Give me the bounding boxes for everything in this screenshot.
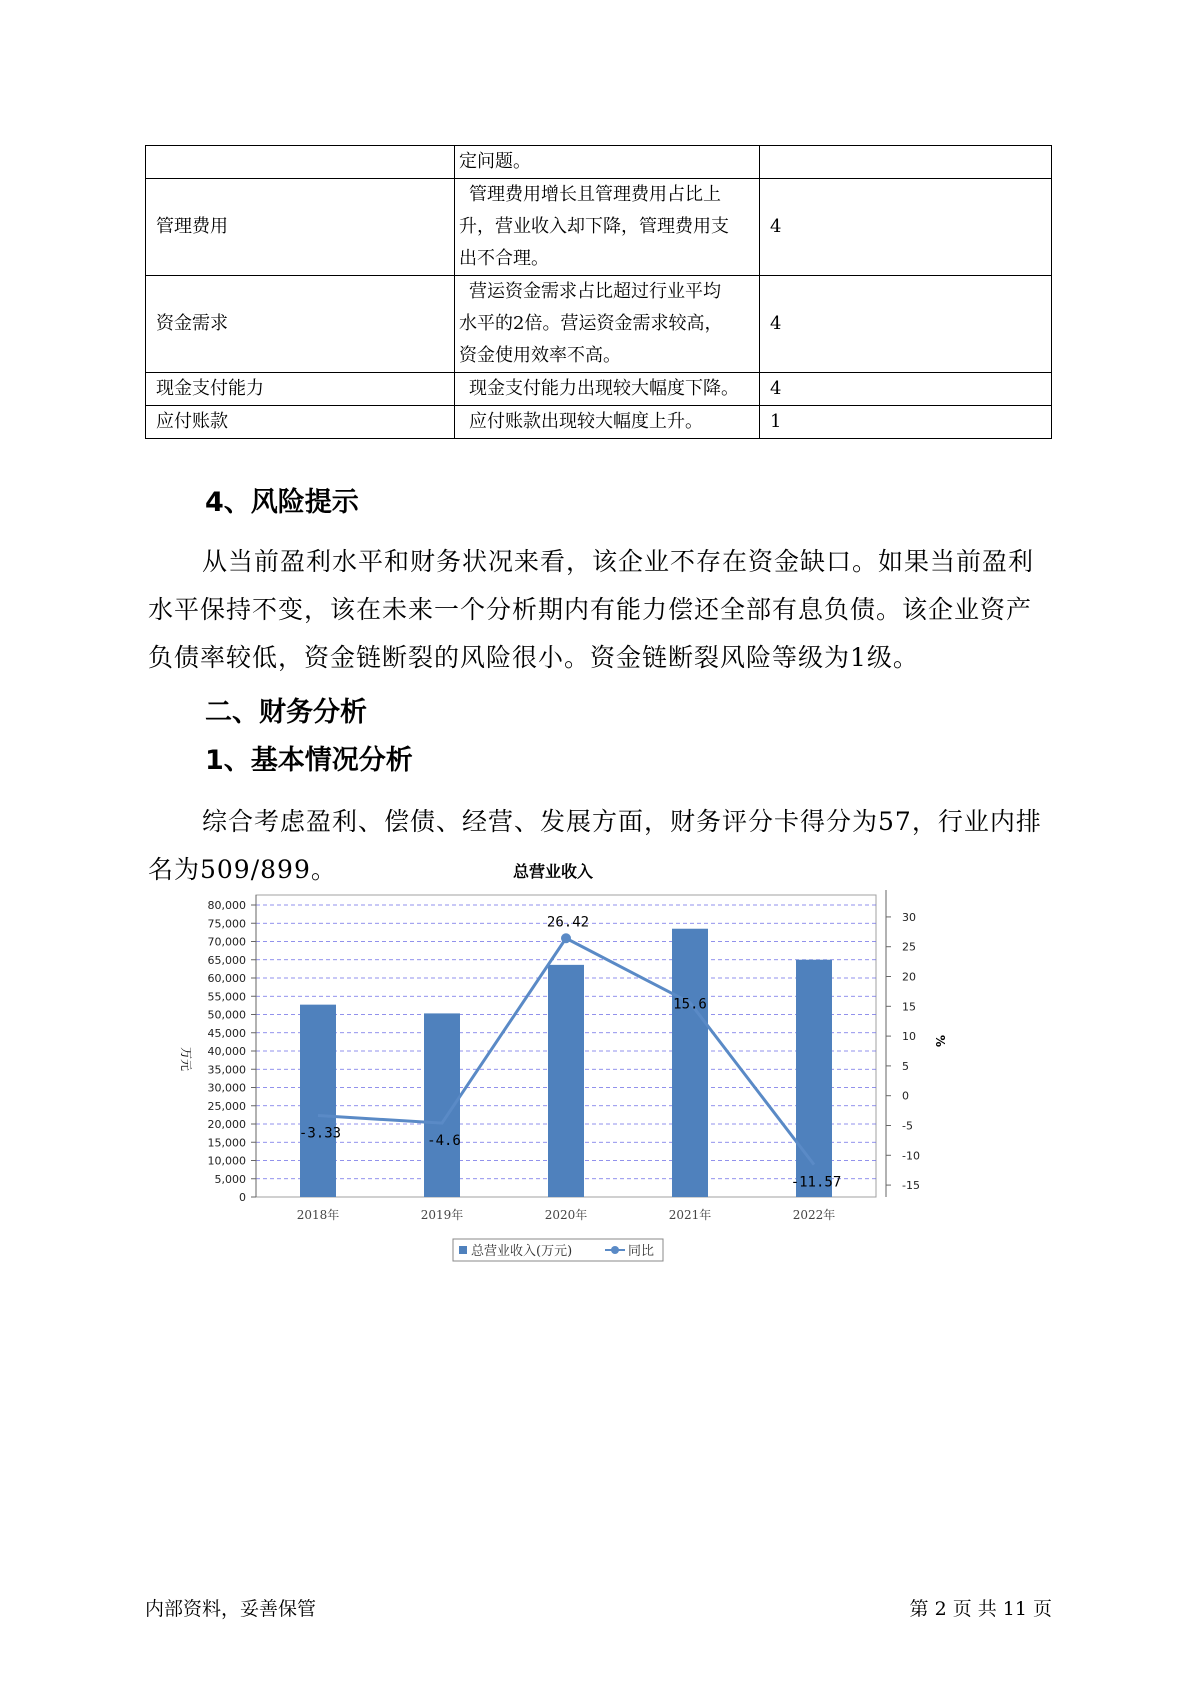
- risk-score-cell: 4: [760, 179, 1052, 276]
- description-line: 管理费用增长且管理费用占比上: [469, 184, 721, 205]
- revenue-bar: [672, 929, 708, 1197]
- y-tick-label: 0: [239, 1191, 246, 1204]
- risk-description-cell: [455, 373, 760, 406]
- legend-bar-swatch: [459, 1246, 467, 1254]
- table-row: [146, 179, 1052, 276]
- description-line: 水平的2倍。营运资金需求较高，: [459, 313, 723, 334]
- y-tick-label: 65,000: [207, 953, 246, 967]
- y-tick-label: 15,000: [207, 1136, 246, 1150]
- risk-item-cell: 资金需求: [146, 276, 455, 373]
- table-row: [146, 373, 1052, 406]
- yoy-point: [561, 933, 571, 943]
- revenue-bar: [300, 1005, 336, 1197]
- risk-description-cell: [455, 276, 760, 373]
- basic-analysis-paragraph: 综合考虑盈利、偿债、经营、发展方面，财务评分卡得分为57，行业内排名为509/899。: [148, 807, 1042, 884]
- yoy-data-label: -11.57: [790, 1174, 842, 1191]
- description-line: 出不合理。: [459, 248, 549, 269]
- description-line: 应付账款出现较大幅度上升。: [469, 411, 703, 432]
- risk-item-cell: 管理费用: [146, 179, 455, 276]
- risk-description-cell: [455, 146, 760, 179]
- risk-paragraph: 从当前盈利水平和财务状况来看，该企业不存在资金缺口。如果当前盈利水平保持不变，该在未来一个分析期内有能力偿还全部有息负债。该企业资产负债率较低，资金链断裂的风险很小。资金链断裂风险等级为1级。: [148, 547, 1035, 672]
- table-row: [146, 276, 1052, 373]
- footer-page-number: 第 2 页 共 11 页: [909, 1598, 1052, 1620]
- y-tick-label: 60,000: [207, 972, 246, 985]
- risk-item-cell: 现金支付能力: [146, 373, 455, 406]
- risk-score-cell: 4: [760, 276, 1052, 373]
- y-tick-label: 40,000: [207, 1045, 246, 1058]
- legend-line-label: 同比: [628, 1244, 655, 1259]
- legend-line-marker: [611, 1246, 619, 1254]
- financial-analysis-title: 二、财务分析: [205, 697, 367, 728]
- table-row: [146, 406, 1052, 439]
- y-tick-label: 45,000: [207, 1026, 246, 1040]
- footer-left: 内部资料，妥善保管: [145, 1598, 317, 1620]
- basic-analysis-title: 1、基本情况分析: [205, 745, 413, 776]
- yoy-data-label: -4.6: [427, 1133, 461, 1150]
- y2-tick-label: 30: [902, 910, 916, 924]
- y-tick-label: 20,000: [207, 1118, 246, 1131]
- description-line: 升，营业收入却下降，管理费用支: [459, 216, 729, 237]
- chart-title: 总营业收入: [512, 862, 594, 881]
- description-line: 营运资金需求占比超过行业平均: [469, 281, 721, 302]
- risk-item-cell: 应付账款: [146, 406, 455, 439]
- x-tick-label: 2022年: [792, 1208, 836, 1222]
- y2-tick-label: -5: [902, 1119, 913, 1133]
- risk-score-cell: [760, 146, 1052, 179]
- y2-tick-label: 10: [902, 1030, 916, 1044]
- y2-tick-label: -10: [902, 1149, 920, 1163]
- revenue-chart: [170, 850, 1020, 1310]
- yoy-data-label: 26.42: [546, 914, 590, 931]
- y-tick-label: 70,000: [207, 935, 246, 949]
- y-tick-label: 35,000: [207, 1063, 246, 1077]
- revenue-bar: [548, 965, 584, 1197]
- description-line: 现金支付能力出现较大幅度下降。: [469, 378, 739, 399]
- y2-tick-label: 20: [902, 970, 916, 984]
- y-axis-label: 万元: [179, 1046, 193, 1072]
- y2-tick-label: 15: [902, 1000, 916, 1014]
- y2-tick-label: 5: [902, 1059, 909, 1073]
- risk-description-cell: [455, 179, 760, 276]
- revenue-bar: [796, 960, 832, 1197]
- y2-tick-label: -15: [902, 1179, 920, 1193]
- risk-score-cell: 1: [760, 406, 1052, 439]
- yoy-data-label: -3.33: [298, 1125, 342, 1142]
- table-row: [146, 146, 1052, 179]
- y-tick-label: 25,000: [207, 1099, 246, 1113]
- y2-tick-label: 0: [902, 1089, 909, 1103]
- y-tick-label: 30,000: [207, 1081, 246, 1095]
- y-tick-label: 5,000: [214, 1172, 246, 1186]
- risk-description-cell: [455, 406, 760, 439]
- x-tick-label: 2018年: [296, 1208, 340, 1222]
- y-tick-label: 55,000: [207, 990, 246, 1004]
- x-tick-label: 2020年: [544, 1208, 588, 1222]
- risk-table: [145, 145, 1052, 439]
- risk-item-cell: [146, 146, 455, 179]
- yoy-data-label: 15.6: [673, 996, 707, 1013]
- risk-section-title: 4、风险提示: [205, 487, 359, 518]
- description-line: 定问题。: [459, 151, 531, 172]
- legend-bar-label: 总营业收入(万元): [471, 1244, 573, 1259]
- y-tick-label: 50,000: [207, 1008, 246, 1022]
- x-tick-label: 2019年: [420, 1208, 464, 1222]
- x-tick-label: 2021年: [668, 1208, 712, 1222]
- y-tick-label: 75,000: [207, 917, 246, 931]
- y2-tick-label: 25: [902, 940, 916, 954]
- y2-axis-label: %: [933, 1034, 947, 1048]
- y-tick-label: 80,000: [207, 899, 246, 912]
- risk-score-cell: 4: [760, 373, 1052, 406]
- description-line: 资金使用效率不高。: [459, 345, 621, 366]
- y-tick-label: 10,000: [207, 1154, 246, 1168]
